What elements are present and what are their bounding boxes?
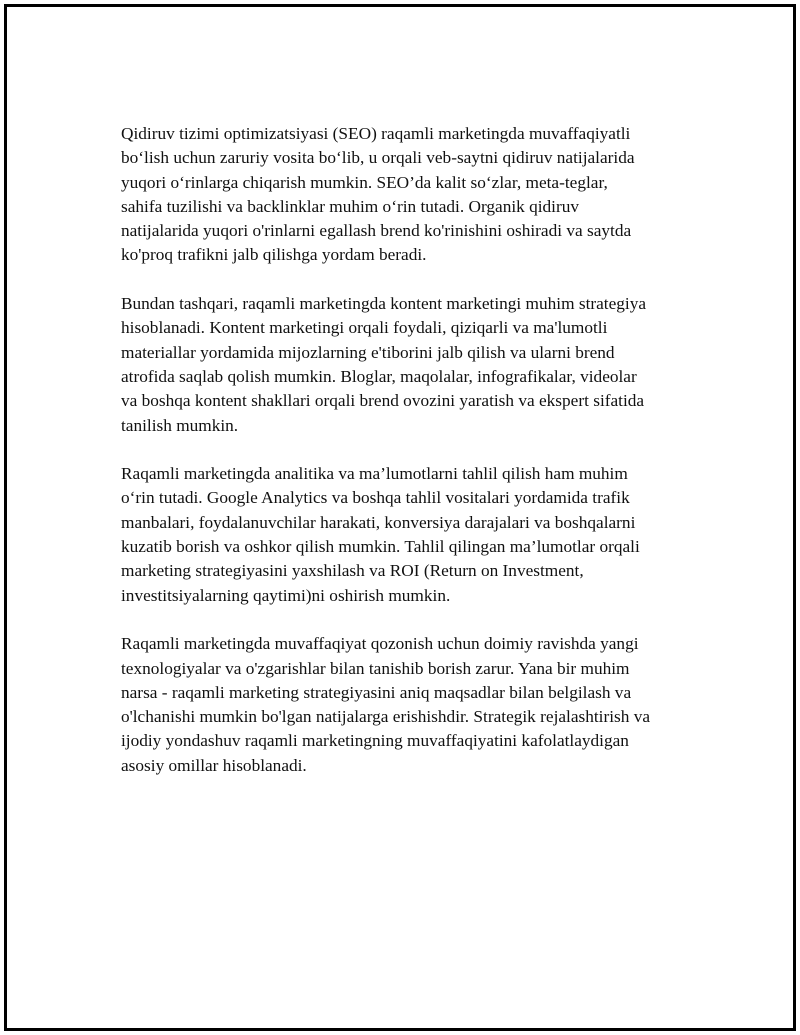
paragraph-analytics: [121, 462, 701, 608]
text-line: investitsiyalarning qaytimi)ni oshirish mumkin.: [121, 585, 451, 605]
text-line: Bundan tashqari, raqamli marketingda kontent marketingi muhim strategiya: [121, 294, 647, 314]
text-line: natijalarida yuqori o'rinlarni egallash brend ko'rinishini oshiradi va saytda: [121, 221, 632, 241]
text-line: hisoblanadi. Kontent marketingi orqali foydali, qiziqarli va ma'lumotli: [121, 318, 608, 338]
text-line: Qidiruv tizimi optimizatsiyasi (SEO) raqamli marketingda muvaffaqiyatli: [121, 124, 631, 143]
text-line: manbalari, foydalanuvchilar harakati, konversiya darajalari va boshqalarni: [121, 512, 636, 532]
text-line: o‘rin tutadi. Google Analytics va boshqa tahlil vositalari yordamida trafik: [121, 488, 630, 508]
paragraph-seo: [121, 122, 701, 268]
text-line: va boshqa kontent shakllari orqali brend ovozini yaratish va ekspert sifatida: [121, 391, 645, 411]
text-line: narsa - raqamli marketing strategiyasini aniq maqsadlar bilan belgilash va: [121, 682, 632, 702]
text-line: atrofida saqlab qolish mumkin. Bloglar, maqolalar, infografikalar, videolar: [121, 366, 637, 386]
text-line: marketing strategiyasini yaxshilash va ROI (Return on Investment,: [121, 561, 584, 581]
text-line: texnologiyalar va o'zgarishlar bilan tanishib borish zarur. Yana bir muhim: [121, 658, 630, 678]
text-line: Raqamli marketingda muvaffaqiyat qozonish uchun doimiy ravishda yangi: [121, 634, 639, 654]
text-line: materiallar yordamida mijozlarning e'tiborini jalb qilish va ularni brend: [121, 342, 615, 362]
text-line: yuqori o‘rinlarga chiqarish mumkin. SEO’da kalit so‘zlar, meta-teglar,: [121, 172, 608, 192]
text-line: tanilish mumkin.: [121, 415, 239, 435]
page-frame: [4, 4, 796, 1031]
text-line: o'lchanishi mumkin bo'lgan natijalarga erishishdir. Strategik rejalashtirish va: [121, 707, 651, 727]
text-line: ijodiy yondashuv raqamli marketingning muvaffaqiyatini kafolatlaydigan: [121, 731, 629, 751]
text-line: Raqamli marketingda analitika va ma’lumotlarni tahlil qilish ham muhim: [121, 464, 628, 484]
text-line: kuzatib borish va oshkor qilish mumkin. Tahlil qilingan ma’lumotlar orqali: [121, 537, 640, 557]
text-line: sahifa tuzilishi va backlinklar muhim o‘rin tutadi. Organik qidiruv: [121, 196, 580, 216]
text-line: asosiy omillar hisoblanadi.: [121, 755, 307, 775]
paragraph-success: [121, 632, 701, 778]
text-line: bo‘lish uchun zaruriy vosita bo‘lib, u orqali veb-saytni qidiruv natijalarida: [121, 148, 635, 168]
paragraph-content-marketing: [121, 292, 701, 438]
document-body: [121, 122, 701, 802]
text-line: ko'proq trafikni jalb qilishga yordam beradi.: [121, 245, 427, 265]
